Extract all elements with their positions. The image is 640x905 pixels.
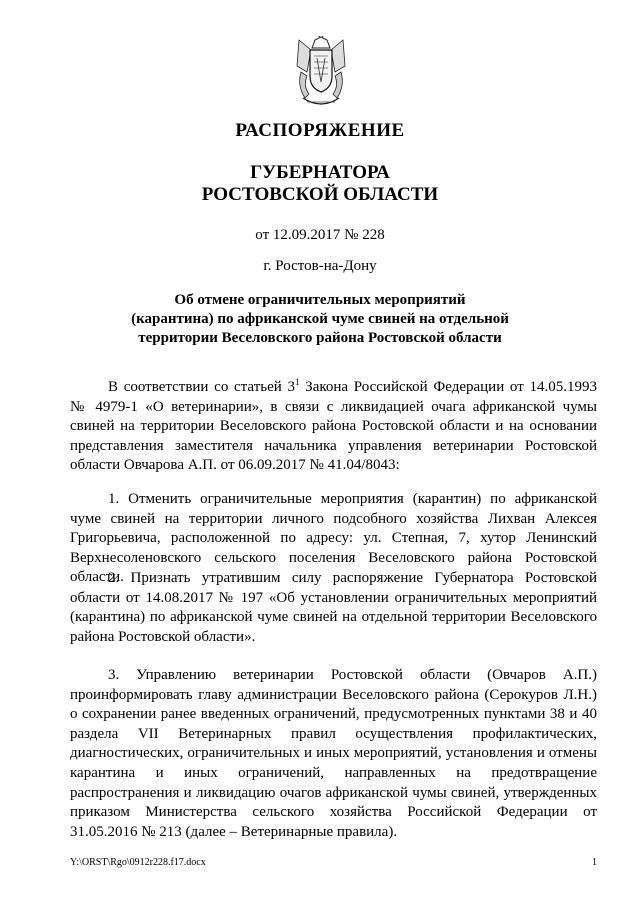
document-subject [0,291,640,348]
item-1-text: 1. Отменить ограничительные мероприятия (карантин) по африканской чуме свиней на территории личного подсобного хозяйства Лихван Алексея Григорьевича, расположенной по адресу: ул. Степная, 7, хутор Ленинский Верхнесоленовского сельского поселения Веселовского района Ростовской области. [70,491,597,586]
page-number: 1 [592,857,597,868]
document-date-number: от 12.09.2017 № 228 [255,227,385,243]
document-type-title: РАСПОРЯЖЕНИЕ [235,120,405,141]
issuer-line-2: РОСТОВСКОЙ ОБЛАСТИ [201,184,439,205]
item-3-paragraph [70,666,597,842]
coat-of-arms-emblem [293,36,349,110]
item-2-paragraph [70,569,597,647]
item-3-text: 3. Управлению ветеринарии Ростовской области (Овчаров А.П.) проинформировать главу администрации Веселовского района (Серокуров Л.Н.) о сохранении ранее введенных ограничений, предусмотренных пунктами 38 и 40 раздела VII Ветеринарных правил осуществления профилактических, диагностических, ограничительных и иных мероприятий, установления и отмены карантина и иных ограничений, направленных на предотвращение распространения и ликвидацию очагов африканской чумы свиней, утвержденных приказом Министерства сельского хозяйства Российской Федерации от 31.05.2016 № 213 (далее – Ветеринарные правила). [70,667,597,840]
issuer-line-1: ГУБЕРНАТОРА [250,162,390,183]
subject-line-3: территории Веселовского района Ростовской области [138,330,502,346]
preamble-text-start: В соответствии со статьей 3 [108,379,295,395]
article-superscript: 1 [294,377,300,387]
preamble-text-end: Закона Российской Федерации от 14.05.1993 № 4979-1 «О ветеринарии», в связи с ликвидацией очага африканской чумы свиней на территории Веселовского района Ростовской области и на основании представления заместителя начальника управления ветеринарии Ростовской области Овчарова А.П. от 06.09.2017 № 41.04/8043: [70,379,597,474]
item-2-text: 2. Признать утратившим силу распоряжение Губернатора Ростовской области от 14.08.2017 № 197 «Об установлении ограничительных мероприятий (карантина) по африканской чуме свиней на отдельной территории Веселовского района Ростовской области». [70,570,597,645]
file-path: Y:\ORST\Rgo\0912r228.f17.docx [70,857,206,868]
issuer-title [0,162,640,206]
page-footer [70,857,597,868]
document-city: г. Ростов-на-Дону [263,258,377,274]
subject-line-1: Об отмене ограничительных мероприятий [174,292,466,308]
preamble-paragraph [70,378,597,476]
subject-line-2: (карантина) по африканской чуме свиней на отдельной [131,311,509,327]
